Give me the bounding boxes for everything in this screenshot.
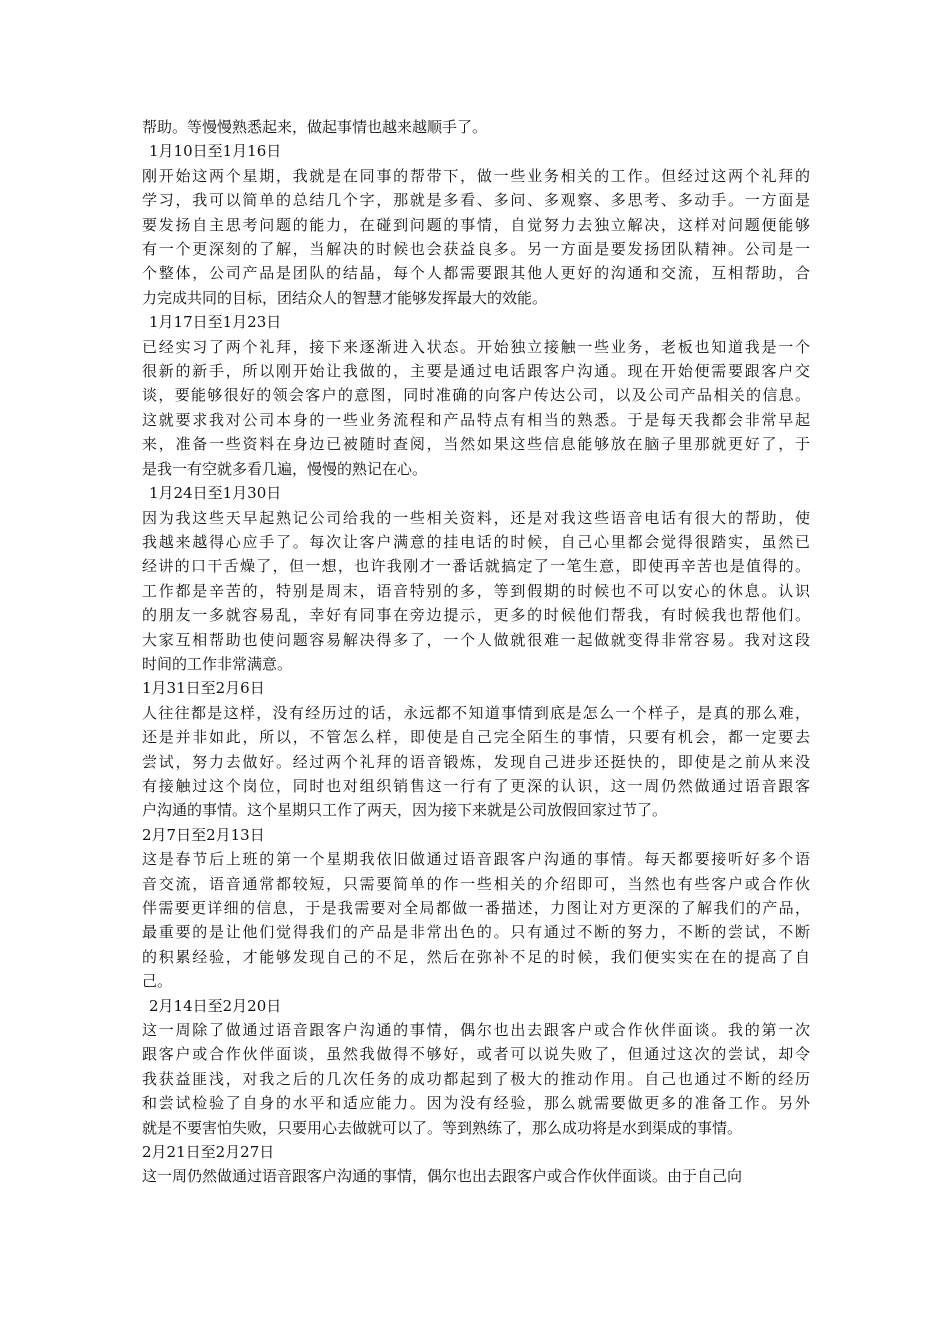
text-line: 是我一有空就多看几遍，慢慢的熟记在心。: [142, 459, 428, 478]
text-line: 个整体，公司产品是团队的结晶，每个人都需要跟其他人更好的沟通和交流，互相帮助，合: [142, 264, 810, 283]
paragraph: [142, 701, 810, 823]
text-line: 己。: [142, 972, 173, 991]
text-line: 很新的新手，所以刚开始让我做的，主要是通过电话跟客户沟通。现在开始便需要跟客户交: [142, 362, 810, 381]
text-line: 就是不要害怕失败，只要用心去做就可以了。等到熟练了，那么成功将是水到渠成的事情。: [142, 1118, 743, 1137]
date-range-heading: 1月17日至1月23日: [149, 313, 282, 332]
text-line: 力完成共同的目标，团结众人的智慧才能够发挥最大的效能。: [142, 288, 548, 307]
text-line: 这一周仍然做通过语音跟客户沟通的事情，偶尔也出去跟客户或合作伙伴面谈。由于自己向: [142, 1167, 743, 1186]
text-line: 工作都是辛苦的，特别是周末，语音特别的多，等到假期的时候也不可以安心的休息。认识: [142, 581, 810, 600]
text-line: 还是并非如此，所以，不管怎么样，即使是自己完全陌生的事情，只要有机会，都一定要去: [142, 728, 810, 747]
text-line: 时间的工作非常满意。: [142, 654, 293, 673]
text-line: 谈，要能够很好的领会客户的意图，同时准确的向客户传达公司，以及公司产品相关的信息。: [142, 386, 810, 405]
text-line: 的朋友一多就容易乱，幸好有同事在旁边提示，更多的时候他们帮我，有时候我也帮他们。: [142, 606, 810, 625]
text-line: 帮助。等慢慢熟悉起来，做起事情也越来越顺手了。: [142, 118, 488, 136]
paragraph: [142, 164, 810, 310]
text-line: 的积累经验，才能够发现自己的不足，然后在弥补不足的时候，我们便实实在在的提高了自: [142, 947, 810, 966]
text-line: 有一个更深刻的了解，当解决的时候也会获益良多。另一方面是要发扬团队精神。公司是一: [142, 240, 810, 259]
date-range-heading: 1月31日至2月6日: [142, 679, 265, 698]
paragraph: [142, 335, 810, 481]
text-line: 伴需要更详细的信息，于是我需要对全局都做一番描述，力图让对方更深的了解我们的产品，: [142, 899, 810, 917]
text-line: 刚开始这两个星期，我就是在同事的帮带下，做一些业务相关的工作。但经过这两个礼拜的: [142, 166, 810, 185]
text-line: 学习，我可以简单的总结几个字，那就是多看、多问、多观察、多思考、多动手。一方面是: [142, 191, 810, 210]
text-line: 人往往都是这样，没有经历过的话，永远都不知道事情到底是怎么一个样子，是真的那么难，: [142, 703, 810, 722]
text-line: 这一周除了做通过语音跟客户沟通的事情，偶尔也出去跟客户或合作伙伴面谈。我的第一次: [142, 1021, 810, 1040]
text-line: 我越来越得心应手了。每次让客户满意的挂电话的时候，自己心里都会觉得很踏实，虽然已: [142, 532, 810, 551]
date-range-heading: 2月14日至2月20日: [149, 996, 282, 1015]
text-line: 已经实习了两个礼拜，接下来逐渐进入状态。开始独立接触一些业务，老板也知道我是一个: [142, 337, 810, 356]
text-line: 这是春节后上班的第一个星期我依旧做通过语音跟客户沟通的事情。每天都要接听好多个语: [142, 850, 810, 869]
paragraph: [142, 506, 810, 677]
text-line: 尝试，努力去做好。经过两个礼拜的语音锻炼，发现自己进步还挺快的，即使是之前从来没: [142, 752, 810, 771]
date-range-heading: 2月21日至2月27日: [142, 1143, 275, 1162]
text-line: 这就要求我对公司本身的一些业务流程和产品特点有相当的熟悉。于是每天我都会非常早起: [142, 410, 810, 429]
paragraph: [142, 1018, 810, 1140]
text-line: 我获益匪浅，对我之后的几次任务的成功都起到了极大的推动作用。自己也通过不断的经历: [142, 1069, 810, 1088]
text-line: 要发扬自主思考问题的能力，在碰到问题的事情，自觉努力去独立解决，这样对问题便能够: [142, 215, 810, 234]
document-body: [142, 115, 810, 1189]
paragraph: [142, 1164, 810, 1188]
date-range-heading: 2月7日至2月13日: [142, 825, 265, 844]
date-range-heading: 1月24日至1月30日: [149, 484, 282, 503]
paragraph: [142, 847, 810, 993]
text-line: 最重要的是让他们觉得我们的产品是非常出色的。只有通过不断的努力，不断的尝试，不断: [142, 923, 810, 942]
text-line: 因为我这些天早起熟记公司给我的一些相关资料，还是对我这些语音电话有很大的帮助，使: [142, 508, 810, 527]
text-line: 大家互相帮助也使问题容易解决得多了，一个人做就很难一起做就变得非常容易。我对这段: [142, 630, 810, 649]
text-line: 有接触过这个岗位，同时也对组织销售这一行有了更深的认识，这一周仍然做通过语音跟客: [142, 776, 810, 795]
text-line: 音交流，语音通常都较短，只需要简单的作一些相关的介绍即可，当然也有些客户或合作伙: [142, 874, 810, 893]
text-line: 来，准备一些资料在身边已被随时查阅，当然如果这些信息能够放在脑子里那就更好了，于: [142, 435, 810, 454]
date-range-heading: 1月10日至1月16日: [149, 142, 282, 161]
text-line: 户沟通的事情。这个星期只工作了两天，因为接下来就是公司放假回家过节了。: [142, 801, 668, 820]
text-line: 经讲的口干舌燥了，但一想，也许我刚才一番话就搞定了一笔生意，即使再辛苦也是值得的。: [142, 557, 810, 576]
text-line: 跟客户或合作伙伴面谈，虽然我做得不够好，或者可以说失败了，但通过这次的尝试，却令: [142, 1045, 810, 1064]
text-line: 和尝试检验了自身的水平和适应能力。因为没有经验，那么就需要做更多的准备工作。另外: [142, 1094, 810, 1113]
paragraph: [142, 115, 810, 139]
